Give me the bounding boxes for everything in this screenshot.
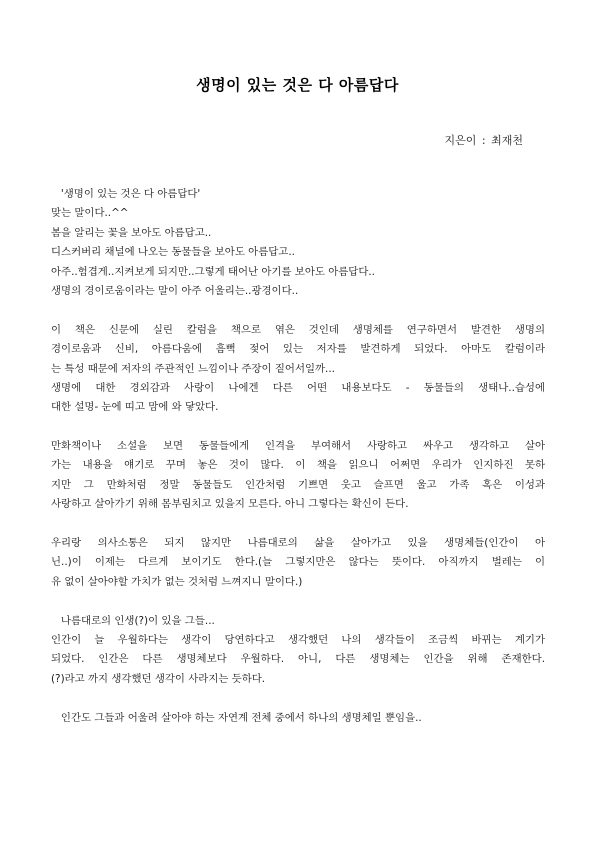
text-line: 는 특성 때문에 저자의 주관적인 느낌이나 주장이 짙어서일까... xyxy=(51,362,335,375)
paragraph xyxy=(51,185,545,301)
author-name: 최재천 xyxy=(491,134,523,147)
text-line: 우리랑 의사소통은 되지 않지만 나름대로의 삶을 살아가고 있을 생명체들(인간이 아 xyxy=(51,537,545,550)
text-line: 아주..험겹게..지켜보게 되지만..그렇게 태어난 아기를 보아도 아름답다.. xyxy=(51,265,375,278)
paragraph xyxy=(51,321,545,418)
text-line: 이 책은 신문에 실린 칼럼을 책으로 엮은 것인데 생명체를 연구하면서 발견한 생명의 xyxy=(51,323,545,336)
paragraph xyxy=(51,709,545,728)
document-title: 생명이 있는 것은 다 아름답다 xyxy=(196,76,399,94)
text-line: '생명이 있는 것은 다 아름답다' xyxy=(51,188,201,200)
author-line xyxy=(445,132,523,148)
paragraph xyxy=(51,612,545,690)
text-line: 생명에 대한 경외감과 사랑이 나에겐 다른 어떤 내용보다도 - 동물들의 생태나..습성에 xyxy=(51,381,545,394)
paragraph xyxy=(51,437,545,515)
text-line: 대한 설명- 눈에 띠고 맘에 와 닿았다. xyxy=(51,401,219,414)
text-line: 생명의 경이로움이라는 말이 아주 어울리는..광경이다.. xyxy=(51,284,299,297)
text-line: 인간도 그들과 어울려 살아야 하는 자연계 전체 중에서 하나의 생명체일 뿐임을.. xyxy=(51,711,422,724)
text-line: 되었다. 인간은 다른 생명체보다 우월하다. 아니, 다른 생명체는 인간을 위해 존재한다. xyxy=(51,653,545,666)
text-line: 가는 내용을 얘기로 꾸며 놓은 것이 많다. 이 책을 읽으니 어쩌면 우리가 인지하진 못하 xyxy=(51,459,545,472)
text-line: (?)라고 까지 생각했던 생각이 사라지는 듯하다. xyxy=(51,672,266,685)
paragraph xyxy=(51,534,545,592)
text-line: 만화책이나 소설을 보면 동물들에게 인격을 부여해서 사랑하고 싸우고 생각하고 살아 xyxy=(51,440,545,453)
text-line: 나름대로의 인생(?)이 있을 그들... xyxy=(51,614,215,627)
text-line: 봄을 알리는 꽃을 보아도 아름답고.. xyxy=(51,226,212,239)
text-line: 인간이 늘 우월하다는 생각이 당연하다고 생각했던 나의 생각들이 조금씩 바뀌는 계기가 xyxy=(51,633,545,646)
paragraph-gap xyxy=(51,418,545,437)
paragraph-gap xyxy=(51,301,545,320)
text-line: 지만 그 만화처럼 정말 동물들도 인간처럼 기쁘면 웃고 슬프면 울고 가족 혹은 이성과 xyxy=(51,478,545,491)
body-text xyxy=(51,185,545,728)
text-line: 맞는 말이다..^^ xyxy=(51,207,129,220)
paragraph-gap xyxy=(51,592,545,611)
text-line: 사랑하고 살아가기 위해 몸부림치고 있을지 모른다. 아니 그렇다는 확신이 든다. xyxy=(51,498,409,511)
text-line: 디스커버리 채널에 나오는 동물들을 보아도 아름답고.. xyxy=(51,246,295,259)
author-label: 지은이 : xyxy=(444,134,486,147)
text-line: 경이로움과 신비, 아름다움에 흠뻑 젖어 있는 저자를 발견하게 되었다. 아마도 칼럼이라 xyxy=(51,343,545,356)
text-line: 닌..)이 이제는 다르게 보이기도 한다.(늘 그렇지만은 않다는 뜻이다. 아직까지 벌레는 이 xyxy=(51,556,545,569)
paragraph-gap xyxy=(51,515,545,534)
paragraph-gap xyxy=(51,689,545,708)
text-line: 유 없이 살아야할 가치가 없는 것처럼 느껴지니 말이다.) xyxy=(51,575,303,588)
